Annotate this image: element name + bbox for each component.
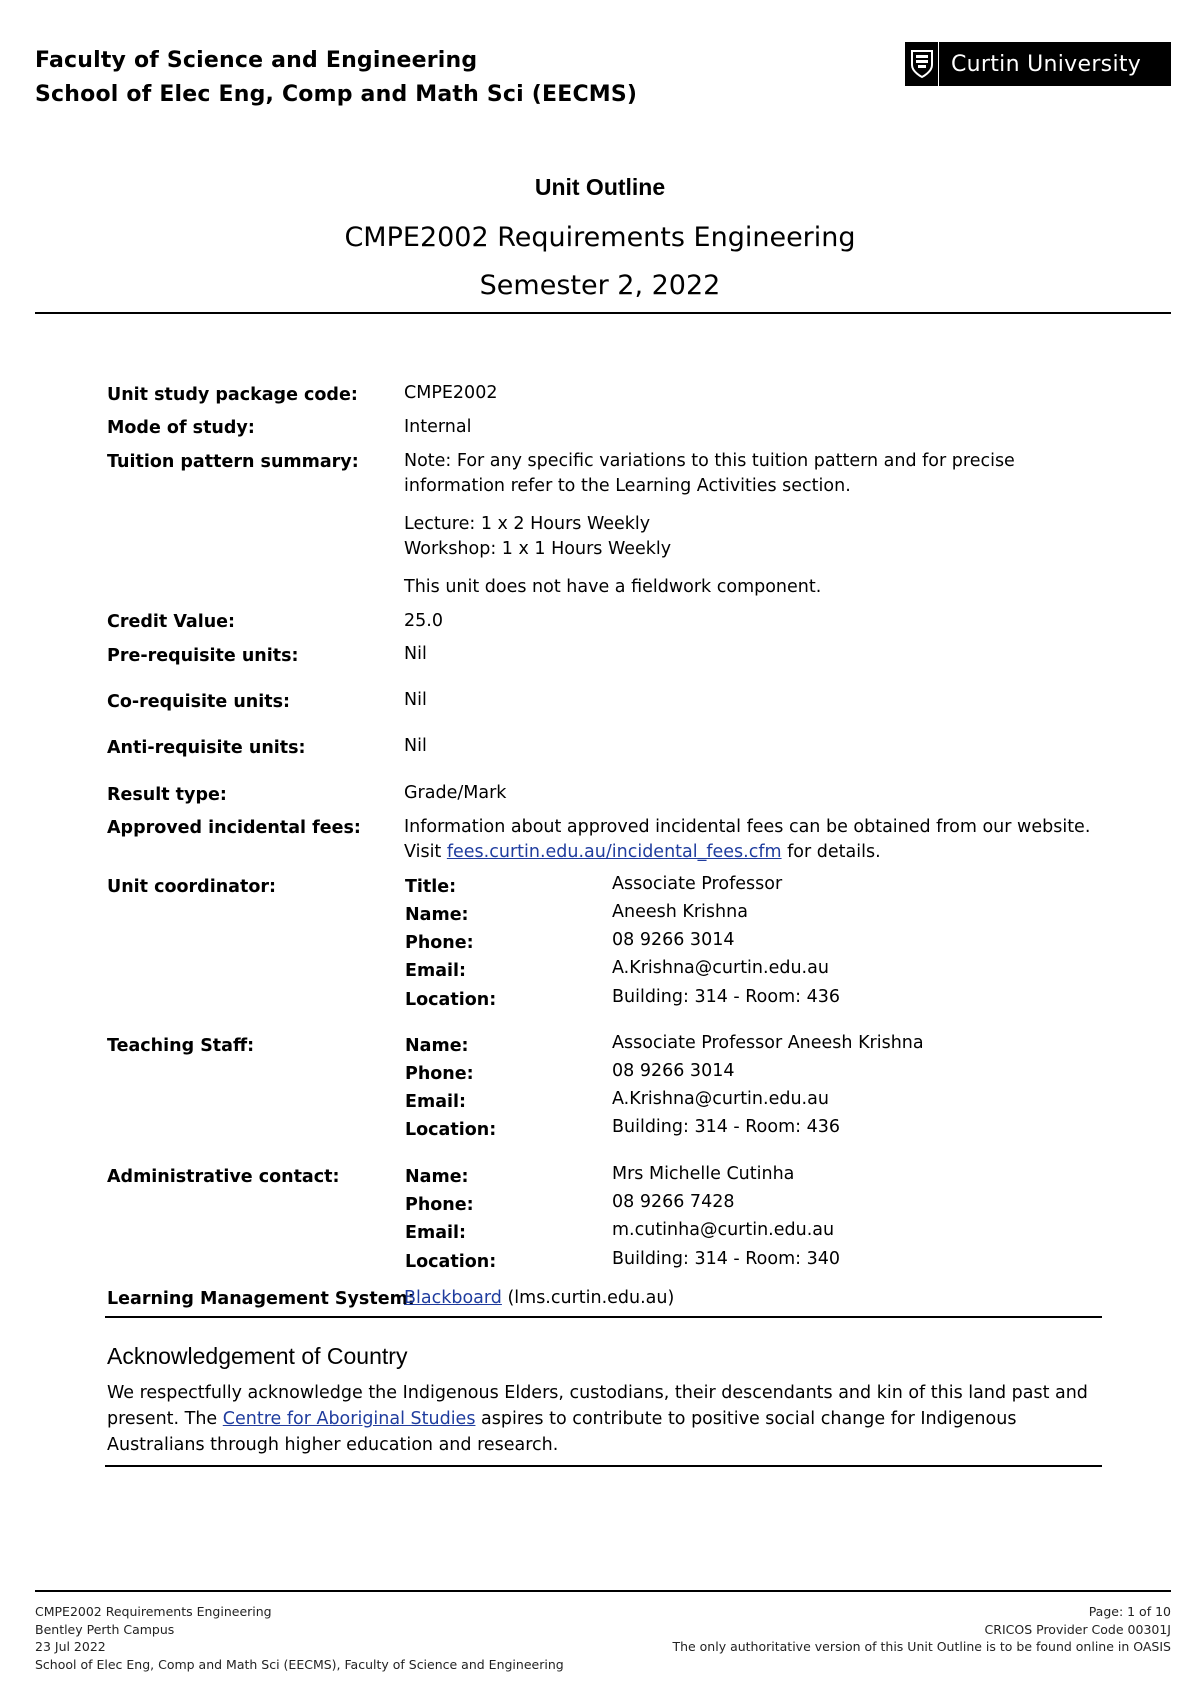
coreq-value: Nil xyxy=(404,690,427,710)
document-type-label: Unit Outline xyxy=(534,174,666,200)
mode-label: Mode of study: xyxy=(107,418,255,438)
admin-location: Building: 314 - Room: 340 xyxy=(612,1249,840,1269)
credit-value: 25.0 xyxy=(404,611,443,631)
unit-title: CMPE2002 Requirements Engineering xyxy=(344,222,856,253)
tuition-pattern xyxy=(404,512,671,562)
tuition-fieldwork: This unit does not have a fieldwork component. xyxy=(404,577,822,597)
footer-cricos: CRICOS Provider Code 00301J xyxy=(984,1621,1171,1637)
credit-label: Credit Value: xyxy=(107,612,236,632)
fees-visit-text: Visit xyxy=(404,842,447,862)
fees-info: Information about approved incidental fees can be obtained from our website. xyxy=(404,817,1091,837)
lms-label: Learning Management System: xyxy=(107,1289,415,1309)
ack-heading: Acknowledgement of Country xyxy=(107,1343,408,1369)
admin-email: m.cutinha@curtin.edu.au xyxy=(612,1220,835,1240)
coordinator-label: Unit coordinator: xyxy=(107,877,276,897)
ack-text xyxy=(107,1380,1097,1458)
tuition-workshop: Workshop: 1 x 1 Hours Weekly xyxy=(404,539,672,559)
lms-suffix: (lms.curtin.edu.au) xyxy=(501,1288,675,1308)
admin-location-label: Location: xyxy=(405,1252,497,1272)
admin-phone-label: Phone: xyxy=(405,1195,474,1215)
coordinator-email: A.Krishna@curtin.edu.au xyxy=(612,958,829,978)
unit-semester: Semester 2, 2022 xyxy=(479,270,721,301)
teaching-phone: 08 9266 3014 xyxy=(612,1061,735,1081)
coordinator-name: Aneesh Krishna xyxy=(612,902,748,922)
ack-text-2: aspires to contribute to positive social change for Indigenous Australians through higher education and research. xyxy=(107,1409,1017,1455)
result-label: Result type: xyxy=(107,785,227,805)
section-divider xyxy=(105,1465,1102,1467)
footer-right xyxy=(672,1603,1171,1656)
coordinator-title-label: Title: xyxy=(405,877,457,897)
mode-value: Internal xyxy=(404,417,472,437)
lms-value xyxy=(404,1286,674,1311)
ack-link[interactable]: Centre for Aboriginal Studies xyxy=(222,1409,476,1429)
code-value: CMPE2002 xyxy=(404,383,498,403)
footer-left xyxy=(35,1603,564,1673)
footer-date: 23 Jul 2022 xyxy=(35,1639,106,1654)
antireq-value: Nil xyxy=(404,736,427,756)
header-faculty-block xyxy=(35,44,637,112)
fees-visit-line xyxy=(404,840,1090,865)
teaching-location: Building: 314 - Room: 436 xyxy=(612,1117,840,1137)
fees-value xyxy=(404,815,1090,865)
coreq-label: Co-requisite units: xyxy=(107,692,291,712)
school-name: School of Elec Eng, Comp and Math Sci (EECMS) xyxy=(35,82,638,107)
fees-label: Approved incidental fees: xyxy=(107,818,361,838)
admin-phone: 08 9266 7428 xyxy=(612,1192,735,1212)
teaching-location-label: Location: xyxy=(405,1120,497,1140)
tuition-label: Tuition pattern summary: xyxy=(107,452,359,472)
coordinator-phone-label: Phone: xyxy=(405,933,474,953)
title-divider xyxy=(35,312,1171,314)
prereq-label: Pre-requisite units: xyxy=(107,646,299,666)
teaching-name-label: Name: xyxy=(405,1036,469,1056)
coordinator-location-label: Location: xyxy=(405,990,497,1010)
admin-name: Mrs Michelle Cutinha xyxy=(612,1164,795,1184)
result-value: Grade/Mark xyxy=(404,783,507,803)
tuition-note xyxy=(404,449,1015,499)
ack-text-1: We respectfully acknowledge the Indigenous Elders, custodians, their descendants and kin of this land past and present. The xyxy=(107,1383,1088,1429)
tuition-note-line: information refer to the Learning Activities section. xyxy=(404,476,851,496)
curtin-crest-icon xyxy=(905,42,939,86)
coordinator-email-label: Email: xyxy=(405,961,466,981)
coordinator-name-label: Name: xyxy=(405,905,469,925)
admin-label: Administrative contact: xyxy=(107,1167,340,1187)
footer-divider xyxy=(35,1590,1171,1592)
coordinator-phone: 08 9266 3014 xyxy=(612,930,735,950)
faculty-name: Faculty of Science and Engineering xyxy=(35,48,478,73)
section-divider xyxy=(105,1316,1102,1318)
tuition-note-line: Note: For any specific variations to this tuition pattern and for precise xyxy=(404,451,1015,471)
fees-suffix: for details. xyxy=(781,842,881,862)
footer-campus: Bentley Perth Campus xyxy=(35,1621,175,1637)
teaching-phone-label: Phone: xyxy=(405,1064,474,1084)
fees-link[interactable]: fees.curtin.edu.au/incidental_fees.cfm xyxy=(446,842,782,862)
coordinator-title: Associate Professor xyxy=(612,874,783,894)
footer-page: Page: 1 of 10 xyxy=(1088,1604,1171,1619)
tuition-lecture: Lecture: 1 x 2 Hours Weekly xyxy=(404,514,651,534)
teaching-name: Associate Professor Aneesh Krishna xyxy=(612,1033,924,1053)
curtin-logo xyxy=(905,42,1171,86)
code-label: Unit study package code: xyxy=(107,385,358,405)
teaching-email-label: Email: xyxy=(405,1092,466,1112)
teaching-email: A.Krishna@curtin.edu.au xyxy=(612,1089,829,1109)
teaching-label: Teaching Staff: xyxy=(107,1036,255,1056)
prereq-value: Nil xyxy=(404,644,427,664)
antireq-label: Anti-requisite units: xyxy=(107,738,306,758)
admin-email-label: Email: xyxy=(405,1223,466,1243)
footer-school: School of Elec Eng, Comp and Math Sci (EECMS), Faculty of Science and Engineering xyxy=(35,1656,564,1672)
footer-authority: The only authoritative version of this Unit Outline is to be found online in OASIS xyxy=(672,1639,1171,1654)
lms-link[interactable]: Blackboard xyxy=(404,1288,502,1308)
footer-unit: CMPE2002 Requirements Engineering xyxy=(35,1604,272,1619)
admin-name-label: Name: xyxy=(405,1167,469,1187)
logo-text: Curtin University xyxy=(951,51,1142,77)
coordinator-location: Building: 314 - Room: 436 xyxy=(612,987,840,1007)
